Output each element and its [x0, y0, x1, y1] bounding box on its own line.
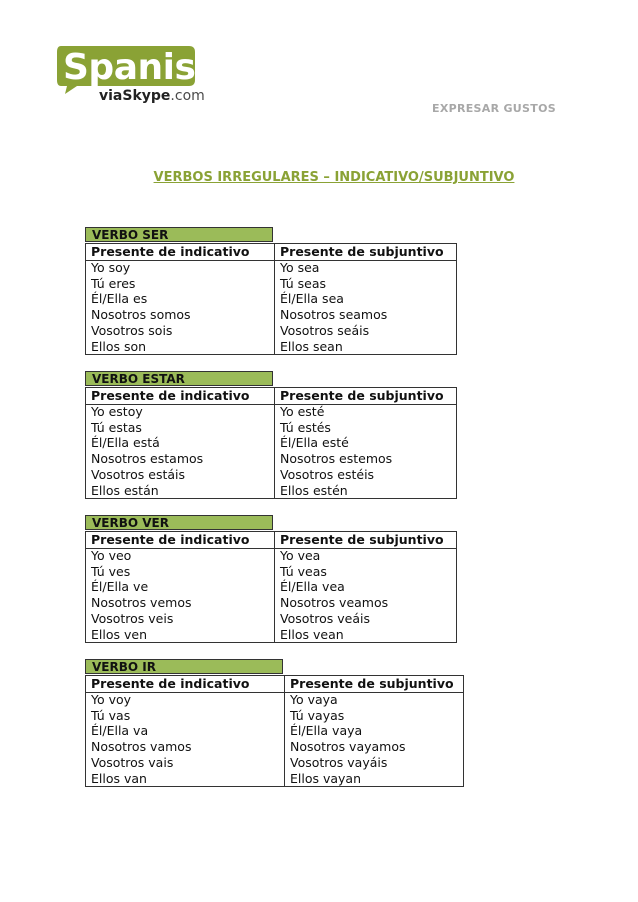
subjuntivo-cell: Nosotros veamos: [280, 595, 389, 611]
subjuntivo-cell: Ellos vean: [280, 626, 344, 642]
subjuntivo-cell: Vosotros seáis: [280, 322, 370, 338]
section-label: EXPRESAR GUSTOS: [432, 102, 556, 115]
subjuntivo-cell: Yo esté: [280, 403, 325, 419]
column-header-subjuntivo: Presente de subjuntivo: [290, 676, 454, 691]
indicativo-cell: Él/Ella es: [91, 291, 148, 307]
indicativo-cell: Tú eres: [91, 275, 136, 291]
column-header-subjuntivo: Presente de subjuntivo: [280, 532, 444, 547]
logo-sub-rest: .com: [170, 88, 205, 104]
subjuntivo-cell: Tú veas: [280, 563, 327, 579]
verb-table-ser: [85, 227, 457, 355]
indicativo-cell: Vosotros vais: [91, 754, 174, 770]
subjuntivo-cell: Vosotros vayáis: [290, 754, 388, 770]
logo-sub-bold: viaSkype: [99, 88, 171, 104]
subjuntivo-cell: Nosotros vayamos: [290, 739, 406, 755]
verb-header: VERBO VER: [85, 515, 273, 530]
indicativo-cell: Nosotros estamos: [91, 451, 204, 467]
subjuntivo-cell: Ellos sean: [280, 338, 343, 354]
indicativo-cell: Tú ves: [91, 563, 131, 579]
subjuntivo-cell: Él/Ella sea: [280, 291, 344, 307]
indicativo-cell: Yo estoy: [91, 403, 143, 419]
indicativo-cell: Tú vas: [91, 707, 131, 723]
page-title: VERBOS IRREGULARES – INDICATIVO/SUBJUNTIVO: [153, 170, 515, 185]
subjuntivo-cell: Vosotros estéis: [280, 466, 375, 482]
logo-subtext: [99, 88, 205, 104]
conjugation-grid: [85, 387, 457, 499]
indicativo-cell: Ellos son: [91, 338, 147, 354]
column-header-indicativo: Presente de indicativo: [91, 388, 250, 403]
logo-brand-text: Spanish: [63, 47, 221, 88]
verb-table-ver: [85, 515, 457, 643]
column-header-indicativo: Presente de indicativo: [91, 676, 250, 691]
indicativo-cell: Vosotros veis: [91, 610, 174, 626]
indicativo-cell: Yo veo: [91, 547, 132, 563]
subjuntivo-cell: Yo sea: [280, 259, 320, 275]
indicativo-cell: Nosotros somos: [91, 307, 191, 323]
column-header-subjuntivo: Presente de subjuntivo: [280, 244, 444, 259]
indicativo-cell: Nosotros vemos: [91, 595, 192, 611]
subjuntivo-cell: Él/Ella vea: [280, 579, 345, 595]
subjuntivo-cell: Yo vaya: [290, 691, 338, 707]
subjuntivo-cell: Tú seas: [280, 275, 327, 291]
indicativo-cell: Ellos van: [91, 770, 147, 786]
spanishviaskype-logo: [55, 44, 221, 112]
indicativo-cell: Él/Ella ve: [91, 579, 149, 595]
conjugation-grid: [85, 531, 457, 643]
conjugation-grid: [85, 243, 457, 355]
subjuntivo-cell: Tú vayas: [290, 707, 345, 723]
subjuntivo-cell: Yo vea: [280, 547, 321, 563]
subjuntivo-cell: Nosotros seamos: [280, 307, 388, 323]
indicativo-cell: Él/Ella está: [91, 435, 160, 451]
subjuntivo-cell: Ellos vayan: [290, 770, 362, 786]
verb-table-ir: [85, 659, 464, 787]
verb-table-estar: [85, 371, 457, 499]
indicativo-cell: Yo soy: [91, 259, 131, 275]
subjuntivo-cell: Él/Ella esté: [280, 435, 349, 451]
subjuntivo-cell: Él/Ella vaya: [290, 723, 363, 739]
conjugation-grid: [85, 675, 464, 787]
indicativo-cell: Ellos ven: [91, 626, 147, 642]
column-header-indicativo: Presente de indicativo: [91, 244, 250, 259]
indicativo-cell: Vosotros sois: [91, 322, 173, 338]
verb-header: VERBO IR: [85, 659, 283, 674]
indicativo-cell: Ellos están: [91, 482, 159, 498]
indicativo-cell: Tú estas: [91, 419, 142, 435]
subjuntivo-cell: Ellos estén: [280, 482, 348, 498]
verb-header: VERBO ESTAR: [85, 371, 273, 386]
subjuntivo-cell: Vosotros veáis: [280, 610, 371, 626]
subjuntivo-cell: Tú estés: [280, 419, 331, 435]
column-header-subjuntivo: Presente de subjuntivo: [280, 388, 444, 403]
indicativo-cell: Él/Ella va: [91, 723, 149, 739]
verb-header: VERBO SER: [85, 227, 273, 242]
column-header-indicativo: Presente de indicativo: [91, 532, 250, 547]
indicativo-cell: Yo voy: [91, 691, 132, 707]
indicativo-cell: Nosotros vamos: [91, 739, 192, 755]
indicativo-cell: Vosotros estáis: [91, 466, 186, 482]
subjuntivo-cell: Nosotros estemos: [280, 451, 393, 467]
